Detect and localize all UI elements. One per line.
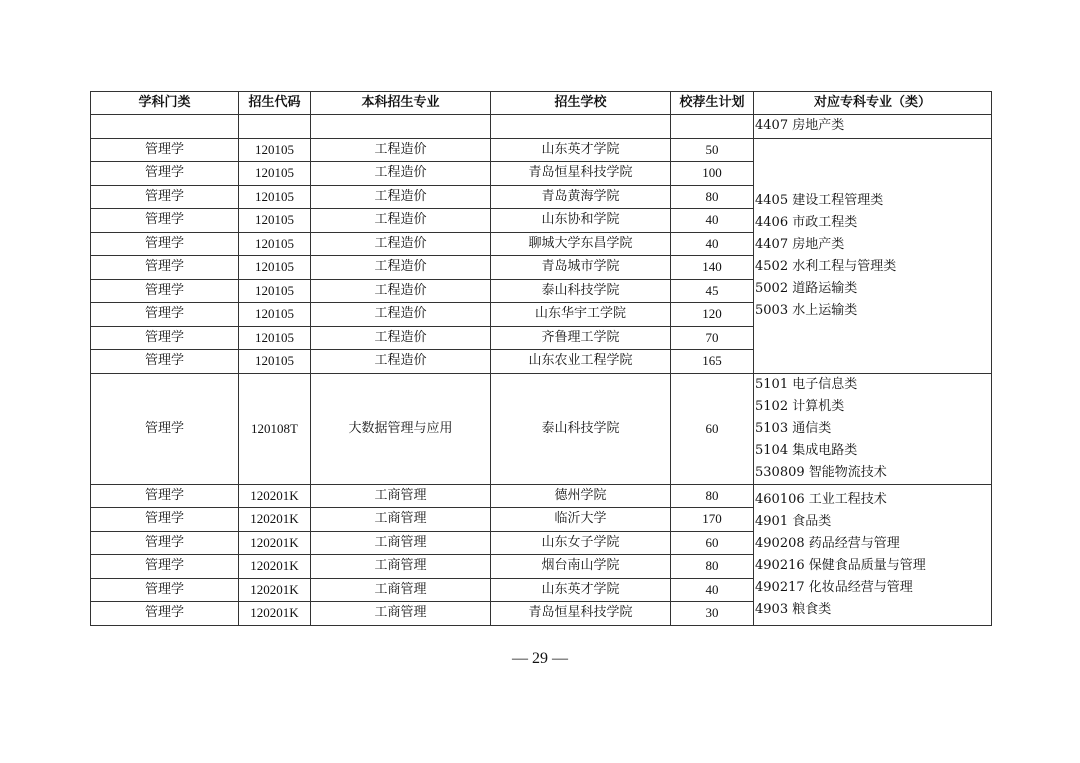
cell-code: 120201K (239, 578, 311, 602)
cell-plan: 165 (671, 350, 754, 374)
cell-code: 120105 (239, 185, 311, 209)
mapping-cell (754, 484, 992, 625)
table-row (91, 115, 992, 139)
cell-school: 山东女子学院 (491, 531, 671, 555)
cell-school: 青岛黄海学院 (491, 185, 671, 209)
mapping-item: 490217 化妆品经营与管理 (755, 579, 913, 595)
cell-major: 工程造价 (311, 256, 491, 280)
mapping-item: 4406 市政工程类 (755, 214, 858, 230)
cell-code: 120105 (239, 162, 311, 186)
cell-code: 120105 (239, 350, 311, 374)
cell-major: 大数据管理与应用 (311, 373, 491, 484)
cell-category: 管理学 (91, 602, 239, 626)
table-body (91, 115, 992, 626)
mapping-item: 4407 房地产类 (755, 236, 845, 252)
mapping-item: 5102 计算机类 (755, 398, 845, 414)
cell-major: 工商管理 (311, 602, 491, 626)
cell-school: 泰山科技学院 (491, 373, 671, 484)
cell-code: 120201K (239, 531, 311, 555)
cell-category: 管理学 (91, 279, 239, 303)
cell-category: 管理学 (91, 209, 239, 233)
cell-school: 山东农业工程学院 (491, 350, 671, 374)
cell-category: 管理学 (91, 303, 239, 327)
cell-school: 聊城大学东昌学院 (491, 232, 671, 256)
cell-plan: 170 (671, 508, 754, 532)
cell-plan: 45 (671, 279, 754, 303)
cell-major: 工商管理 (311, 508, 491, 532)
cell-category: 管理学 (91, 508, 239, 532)
cell-plan: 80 (671, 555, 754, 579)
header-code: 招生代码 (239, 92, 311, 115)
cell-plan: 80 (671, 484, 754, 508)
cell-major: 工商管理 (311, 484, 491, 508)
table-header-row (91, 92, 992, 115)
cell-category: 管理学 (91, 373, 239, 484)
cell-school: 山东协和学院 (491, 209, 671, 233)
cell-plan: 40 (671, 232, 754, 256)
cell-code: 120105 (239, 279, 311, 303)
cell-category: 管理学 (91, 578, 239, 602)
mapping-item: 490216 保健食品质量与管理 (755, 557, 926, 573)
cell-major: 工商管理 (311, 555, 491, 579)
table-row (91, 373, 992, 484)
cell-code: 120201K (239, 602, 311, 626)
cell-major: 工程造价 (311, 232, 491, 256)
cell-category: 管理学 (91, 350, 239, 374)
mapping-item: 5104 集成电路类 (755, 442, 858, 458)
cell-school: 齐鲁理工学院 (491, 326, 671, 350)
cell-plan: 60 (671, 373, 754, 484)
cell-major: 工程造价 (311, 326, 491, 350)
mapping-item: 4407 房地产类 (755, 118, 845, 134)
header-mapping: 对应专科专业（类） (754, 92, 992, 115)
cell-code: 120105 (239, 326, 311, 350)
cell-category: 管理学 (91, 162, 239, 186)
cell-major: 工程造价 (311, 162, 491, 186)
cell-plan: 40 (671, 209, 754, 233)
cell-major: 工程造价 (311, 303, 491, 327)
cell-code: 120105 (239, 138, 311, 162)
mapping-item: 460106 工业工程技术 (755, 491, 887, 507)
cell-school: 临沂大学 (491, 508, 671, 532)
cell-school: 德州学院 (491, 484, 671, 508)
cell-school: 山东英才学院 (491, 138, 671, 162)
cell-major: 工商管理 (311, 578, 491, 602)
cell-plan: 100 (671, 162, 754, 186)
header-school: 招生学校 (491, 92, 671, 115)
header-plan: 校荐生计划 (671, 92, 754, 115)
cell-school: 青岛恒星科技学院 (491, 602, 671, 626)
cell-code: 120105 (239, 209, 311, 233)
cell-category: 管理学 (91, 232, 239, 256)
mapping-item: 530809 智能物流技术 (755, 464, 887, 480)
table-row (91, 484, 992, 508)
cell-school: 泰山科技学院 (491, 279, 671, 303)
mapping-item: 4903 粮食类 (755, 601, 832, 617)
cell-school: 烟台南山学院 (491, 555, 671, 579)
mapping-item: 490208 药品经营与管理 (755, 535, 900, 551)
cell-plan: 60 (671, 531, 754, 555)
cell-school: 山东华宇工学院 (491, 303, 671, 327)
mapping-item: 4502 水利工程与管理类 (755, 258, 897, 274)
cell-code: 120105 (239, 232, 311, 256)
mapping-cell (754, 138, 992, 373)
cell-major: 工程造价 (311, 209, 491, 233)
cell-category: 管理学 (91, 256, 239, 280)
cell-plan: 70 (671, 326, 754, 350)
mapping-item: 5002 道路运输类 (755, 280, 858, 296)
cell-category: 管理学 (91, 326, 239, 350)
cell-plan: 30 (671, 602, 754, 626)
mapping-item: 5003 水上运输类 (755, 302, 858, 318)
cell-code: 120201K (239, 555, 311, 579)
cell-plan: 50 (671, 138, 754, 162)
cell-plan: 40 (671, 578, 754, 602)
cell-code: 120201K (239, 508, 311, 532)
cell-code: 120105 (239, 256, 311, 280)
cell-school: 山东英才学院 (491, 578, 671, 602)
cell-category: 管理学 (91, 555, 239, 579)
table-row (91, 138, 992, 162)
cell-plan: 140 (671, 256, 754, 280)
header-category: 学科门类 (91, 92, 239, 115)
cell-major: 工程造价 (311, 138, 491, 162)
cell-category: 管理学 (91, 531, 239, 555)
cell-category: 管理学 (91, 484, 239, 508)
mapping-item: 4901 食品类 (755, 513, 832, 529)
header-major: 本科招生专业 (311, 92, 491, 115)
cell-code: 120201K (239, 484, 311, 508)
enrollment-table (90, 91, 992, 626)
cell-major: 工商管理 (311, 531, 491, 555)
cell-plan: 80 (671, 185, 754, 209)
cell-major: 工程造价 (311, 279, 491, 303)
mapping-item: 5101 电子信息类 (755, 376, 858, 392)
mapping-item: 4405 建设工程管理类 (755, 192, 884, 208)
cell-plan: 120 (671, 303, 754, 327)
cell-category: 管理学 (91, 138, 239, 162)
mapping-cell (754, 373, 992, 484)
cell-school: 青岛城市学院 (491, 256, 671, 280)
cell-school: 青岛恒星科技学院 (491, 162, 671, 186)
cell-code: 120108T (239, 373, 311, 484)
page-number: — 29 — (512, 650, 568, 667)
cell-code: 120105 (239, 303, 311, 327)
mapping-item: 5103 通信类 (755, 420, 832, 436)
cell-category: 管理学 (91, 185, 239, 209)
mapping-cell (754, 115, 992, 139)
cell-major: 工程造价 (311, 350, 491, 374)
cell-major: 工程造价 (311, 185, 491, 209)
